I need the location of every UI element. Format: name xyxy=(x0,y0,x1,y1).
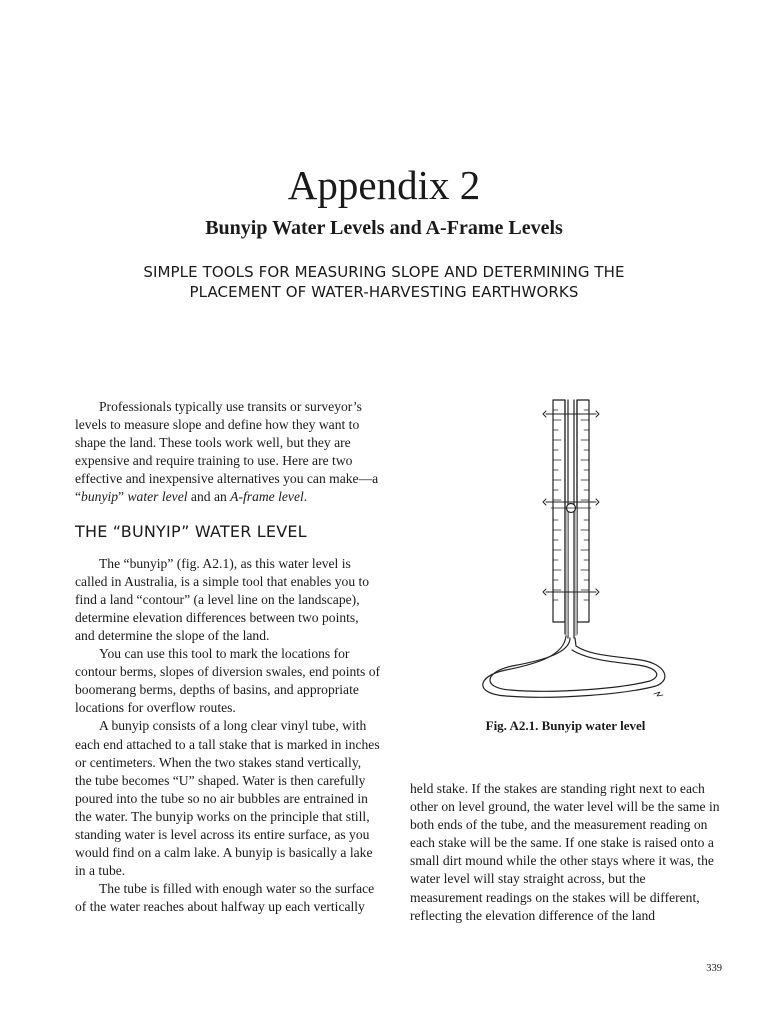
appendix-tagline xyxy=(140,262,628,302)
appendix-subtitle: Bunyip Water Levels and A-Frame Levels xyxy=(205,217,563,239)
tagline-line-2: PLACEMENT OF WATER-HARVESTING EARTHWORKS xyxy=(189,283,579,301)
figure-caption: Fig. A2.1. Bunyip water level xyxy=(485,718,646,733)
intro-paragraph xyxy=(75,398,381,507)
appendix-title: Appendix 2 xyxy=(287,162,481,208)
tagline-line-1: SIMPLE TOOLS FOR MEASURING SLOPE AND DETERMINING THE xyxy=(143,263,625,281)
intro-text-end: . xyxy=(303,489,308,505)
bunyip-illustration xyxy=(466,394,672,706)
left-column xyxy=(75,398,381,916)
intro-text-before: Professionals typically use transits or surveyor’s levels to measure slope and define how they want to shape the land. These tools work well, but they are expensive and require training to use. Here are two effective and inexpensive alternatives you can make—a “ xyxy=(75,399,379,505)
body-paragraph: A bunyip consists of a long clear vinyl tube, with each end attached to a tall stake that is marked in inches or centimeters. When the two stakes stand vertically, the tube becomes “U” shaped. Water is then carefully poured into the tube so no air bubbles are entrained in the water. The bunyip works on the principle that still, standing water is level across its entire surface, as you would find on a calm lake. A bunyip is basically a lake in a tube. xyxy=(75,718,380,879)
continuation-paragraph: held stake. If the stakes are standing right next to each other on level ground, the water level will be the same in both ends of the tube, and the measurement reading on each stake will be the same. If one stake is raised onto a small dirt mound while the other stays where it was, the water level will stay straight across, but the measurement readings on the stakes will be different, reflecting the elevation difference of the land xyxy=(410,781,720,923)
intro-text-mid: ” xyxy=(118,489,128,505)
intro-text-and: and an xyxy=(187,489,231,505)
bunyip-drawing xyxy=(466,394,672,706)
intro-italic-bunyip: bunyip xyxy=(81,489,119,505)
intro-italic-a-frame: A-frame level xyxy=(230,489,304,505)
right-column xyxy=(410,780,721,925)
body-paragraph: The tube is filled with enough water so the surface of the water reaches about halfway up each vertically xyxy=(75,881,375,915)
section-heading: THE “BUNYIP” WATER LEVEL xyxy=(75,521,307,541)
body-paragraph: The “bunyip” (fig. A2.1), as this water level is called in Australia, is a simple tool that enables you to find a land “contour” (a level line on the landscape), determine elevation differences between two points, and determine the slope of the land. xyxy=(75,555,370,643)
body-paragraph: You can use this tool to mark the locations for contour berms, slopes of diversion swales, end points of boomerang berms, depths of basins, and appropriate locations for overflow routes. xyxy=(75,646,381,716)
intro-italic-water-level: water level xyxy=(127,489,188,505)
page-number: 339 xyxy=(706,963,722,974)
